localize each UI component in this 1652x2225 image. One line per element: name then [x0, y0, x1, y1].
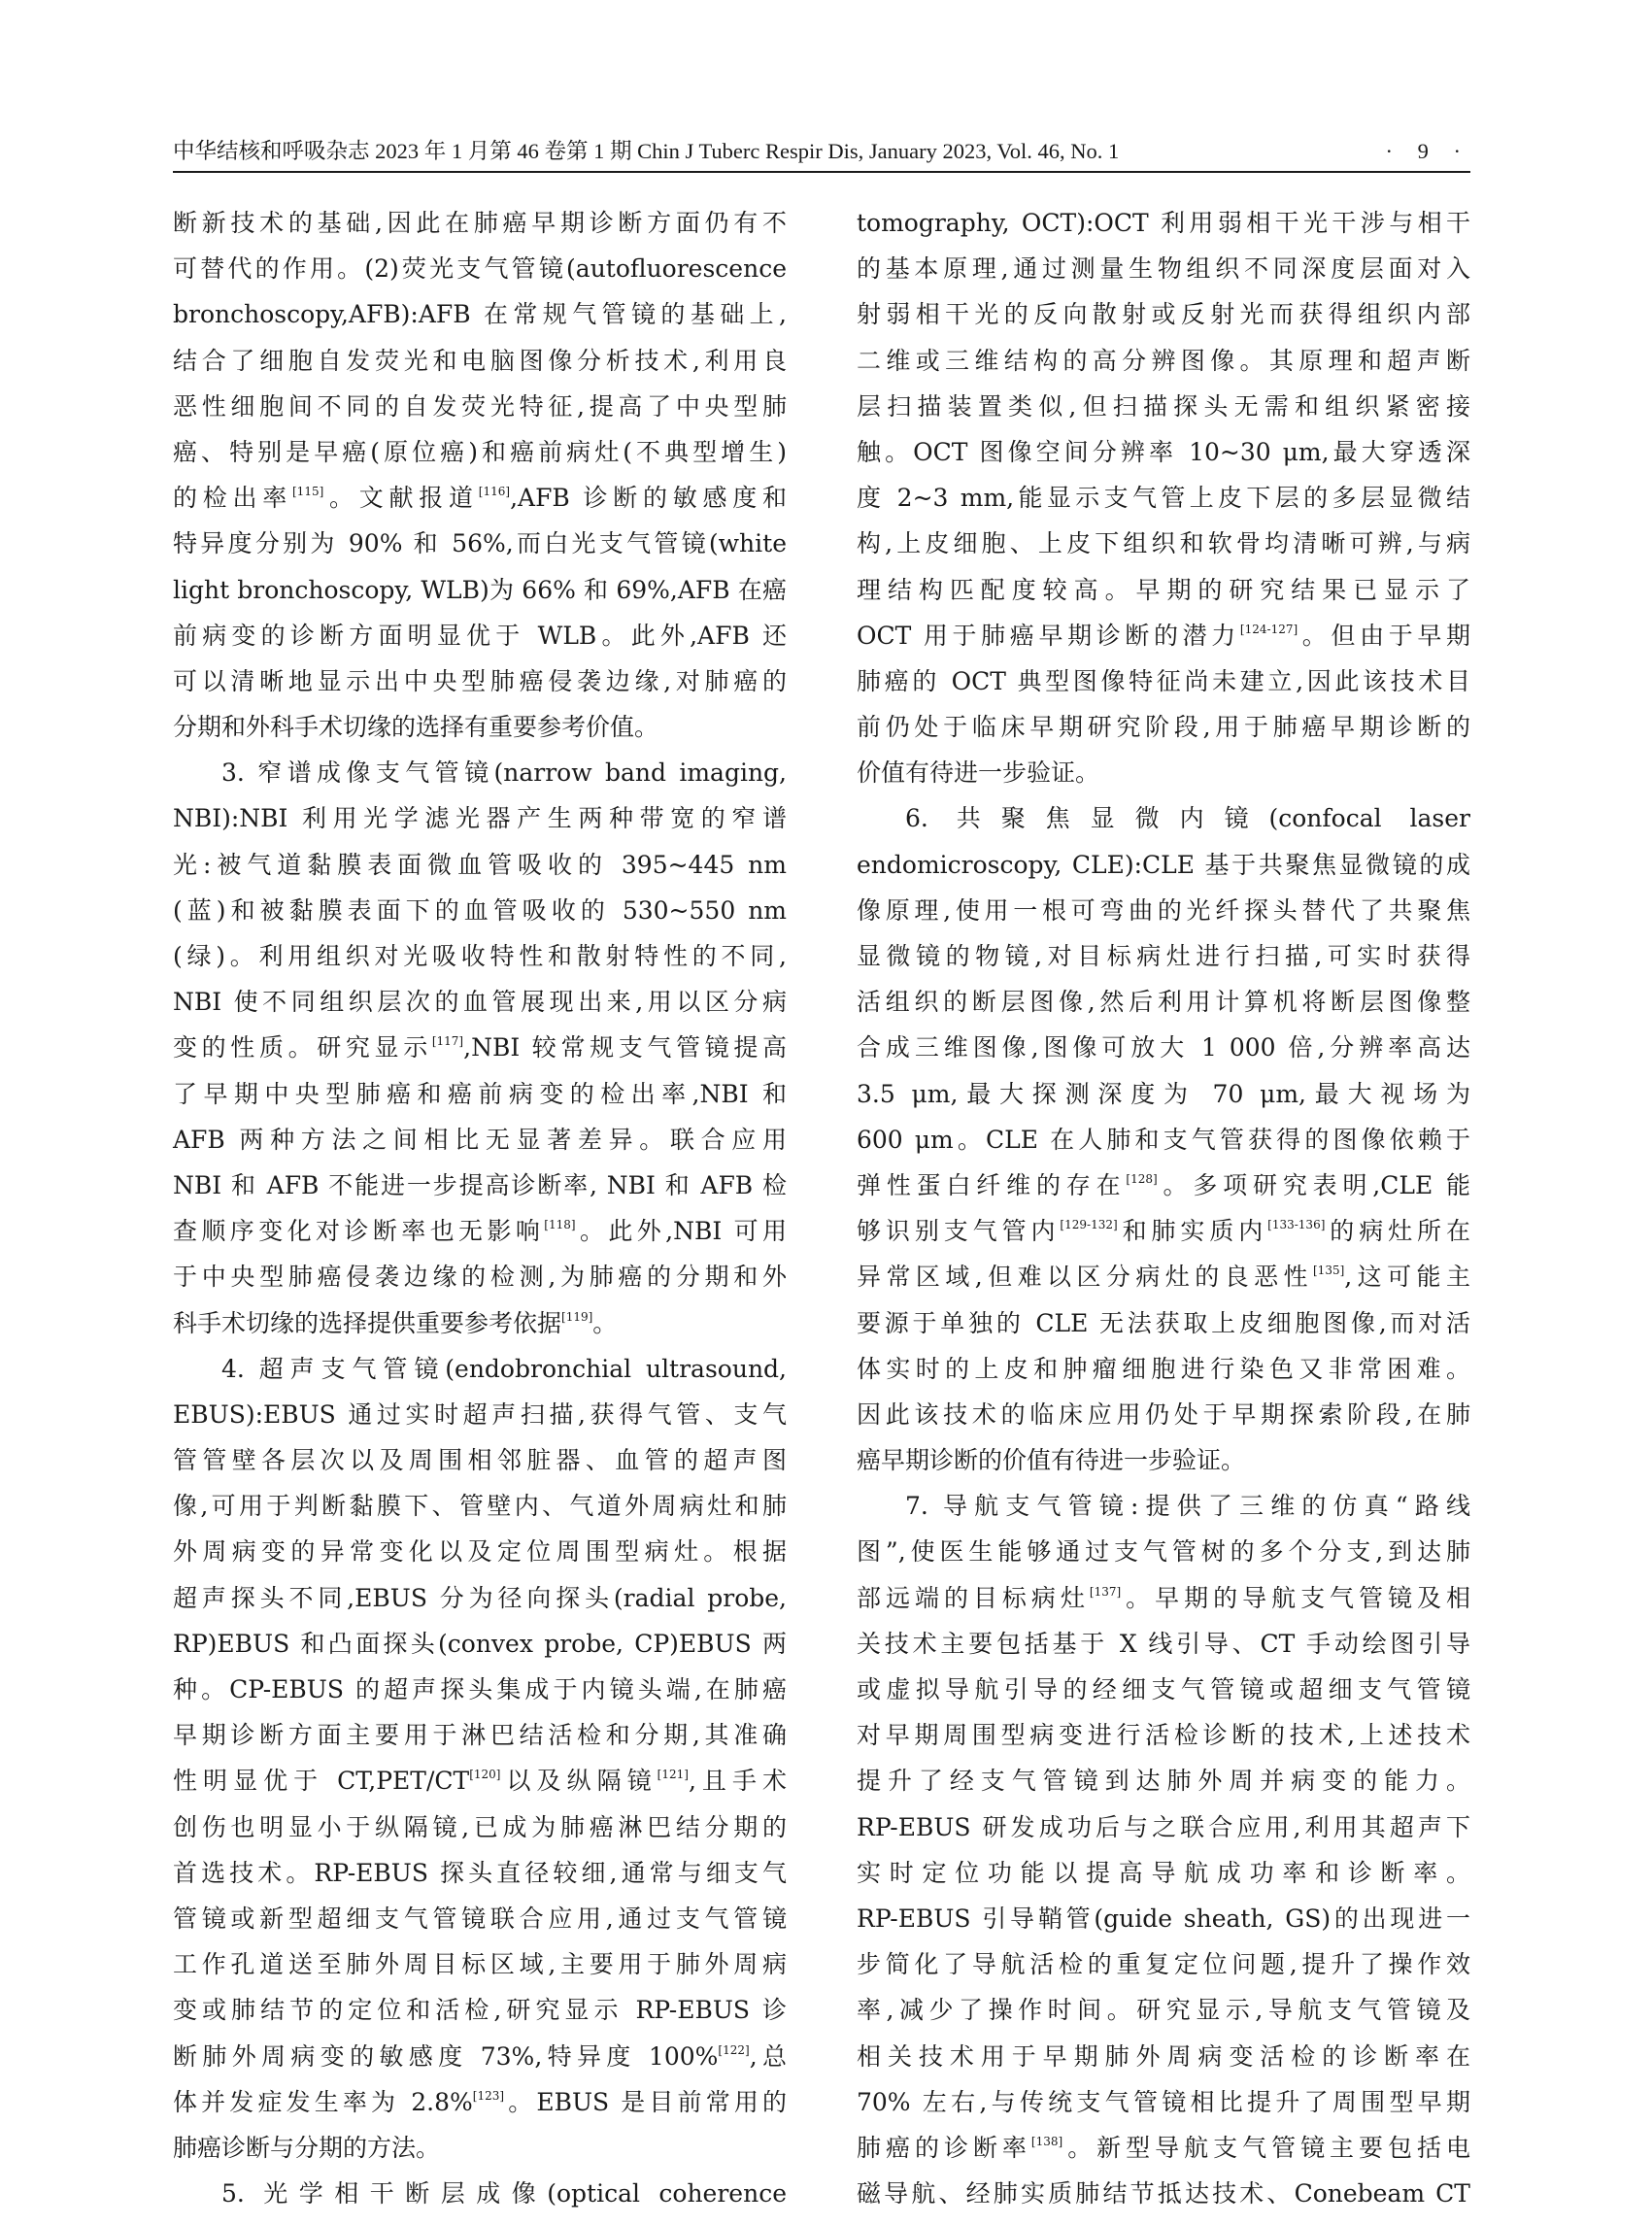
text-line: [173, 795, 787, 841]
text-line: [857, 1346, 1470, 1392]
citation-ref: [115]: [292, 485, 324, 499]
text-line: [173, 521, 787, 566]
text-run: 7. 导航支气管镜:提供了三维的仿真“路线: [905, 1492, 1470, 1521]
text-run: 体并发症发生率为 2.8%: [173, 2087, 473, 2116]
text-line: [857, 200, 1470, 246]
text-run: 前仍处于临床早期研究阶段,用于肺癌早期诊断的: [857, 713, 1470, 742]
text-line: [857, 888, 1470, 933]
text-run: 像,可用于判断黏膜下、管壁内、气道外周病灶和肺: [173, 1492, 787, 1521]
text-line: [173, 1208, 787, 1254]
text-line: [857, 613, 1470, 658]
text-line: [173, 475, 787, 521]
text-line: [857, 1941, 1470, 1987]
text-run: light bronchoscopy, WLB)为 66% 和 69%,AFB 在癌: [173, 575, 787, 604]
text-line: [173, 2034, 787, 2079]
text-run: 变或肺结节的定位和活检,研究显示 RP-EBUS 诊: [173, 1996, 787, 2025]
text-line: [857, 1163, 1470, 1208]
text-line: [857, 1071, 1470, 1117]
text-line: [173, 1392, 787, 1437]
text-run: 光:被气道黏膜表面微血管吸收的 395~445 nm: [173, 850, 787, 879]
text-run: 肺癌的 OCT 典型图像特征尚未建立,因此该技术目: [857, 666, 1470, 695]
text-run: 对早期周围型病变进行活检诊断的技术,上述技术: [857, 1721, 1470, 1750]
text-line: [173, 1987, 787, 2033]
text-run: ,AFB 诊断的敏感度和: [510, 484, 787, 513]
text-run: 种。CP-EBUS 的超声探头集成于内镜头端,在肺癌: [173, 1675, 787, 1703]
text-line: [857, 1987, 1470, 2033]
text-run: 可替代的作用。(2)荧光支气管镜(autofluorescence: [173, 254, 787, 284]
text-line: [173, 338, 787, 384]
text-line: [857, 750, 1470, 795]
text-line: [857, 246, 1470, 291]
text-line: [857, 795, 1470, 841]
text-line: [173, 842, 787, 888]
text-line: [857, 1254, 1470, 1299]
page-number: · 9 ·: [1385, 139, 1470, 163]
text-line: [173, 933, 787, 979]
text-line: [857, 2034, 1470, 2079]
citation-ref: [128]: [1126, 1171, 1158, 1186]
citation-ref: [122]: [718, 2042, 750, 2057]
citation-ref: [135]: [1313, 1264, 1345, 1278]
text-line: [173, 1712, 787, 1758]
text-run: 因此该技术的临床应用仍处于早期探索阶段,在肺: [857, 1399, 1470, 1429]
citation-ref: [133-136]: [1267, 1218, 1326, 1232]
text-run: 外周病变的异常变化以及定位周围型病灶。根据: [173, 1537, 787, 1567]
text-run: 提升了经支气管镜到达肺外周并病变的能力。: [857, 1767, 1470, 1796]
text-run: 创伤也明显小于纵隔镜,已成为肺癌淋巴结分期的: [173, 1812, 787, 1841]
text-run: tomography, OCT):OCT 利用弱相干光干涉与相干: [857, 209, 1470, 237]
text-line: [173, 888, 787, 933]
text-line: [173, 1300, 787, 1346]
text-line: [173, 1025, 787, 1070]
text-run: 变的性质。研究显示: [173, 1033, 432, 1062]
text-run: 磁导航、经肺实质肺结节抵达技术、Conebeam CT: [857, 2179, 1470, 2208]
text-line: [173, 1667, 787, 1712]
text-run: (蓝)和被黏膜表面下的血管吸收的 530~550 nm: [173, 895, 787, 925]
text-run: bronchoscopy,AFB):AFB 在常规气管镜的基础上,: [173, 300, 787, 329]
text-line: [173, 1529, 787, 1574]
text-run: 首选技术。RP-EBUS 探头直径较细,通常与细支气: [173, 1858, 787, 1887]
text-run: 实时定位功能以提高导航成功率和诊断率。: [857, 1858, 1470, 1887]
text-line: [857, 521, 1470, 566]
text-line: [857, 429, 1470, 475]
text-line: [173, 1804, 787, 1850]
text-line: [857, 1712, 1470, 1758]
text-line: [857, 1117, 1470, 1163]
text-run: NBI):NBI 利用光学滤光器产生两种带宽的窄谱: [173, 804, 787, 833]
text-run: 超声探头不同,EBUS 分为径向探头(radial probe,: [173, 1583, 787, 1612]
text-run: 要源于单独的 CLE 无法获取上皮细胞图像,而对活: [857, 1308, 1470, 1337]
text-run: 构,上皮细胞、上皮下组织和软骨均清晰可辨,与病: [857, 529, 1470, 558]
text-line: [857, 2079, 1470, 2125]
text-run: 于中央型肺癌侵袭边缘的检测,为肺癌的分期和外: [173, 1263, 787, 1292]
text-run: 科手术切缘的选择提供重要参考依据: [173, 1308, 562, 1337]
text-run: 了早期中央型肺癌和癌前病变的检出率,NBI 和: [173, 1079, 787, 1108]
text-run: 像原理,使用一根可弯曲的光纤探头替代了共聚焦: [857, 895, 1470, 925]
text-line: [857, 338, 1470, 384]
text-run: RP-EBUS 引导鞘管(guide sheath, GS)的出现进一: [857, 1904, 1470, 1933]
text-line: [857, 1392, 1470, 1437]
text-run: 异常区域,但难以区分病灶的良恶性: [857, 1263, 1313, 1292]
text-run: 体实时的上皮和肿瘤细胞进行染色又非常困难。: [857, 1354, 1470, 1383]
text-line: [173, 200, 787, 246]
text-run: 部远端的目标病灶: [857, 1583, 1090, 1612]
text-line: [857, 1529, 1470, 1574]
text-run: 前病变的诊断方面明显优于 WLB。此外,AFB 还: [173, 621, 787, 650]
text-run: 二维或三维结构的高分辨图像。其原理和超声断: [857, 346, 1470, 375]
text-run: 3. 窄谱成像支气管镜(narrow band imaging,: [221, 759, 787, 788]
text-run: 价值有待进一步验证。: [857, 759, 1100, 788]
text-line: [857, 979, 1470, 1025]
text-line: [857, 475, 1470, 521]
citation-ref: [124-127]: [1239, 622, 1298, 636]
text-line: [173, 2125, 787, 2171]
text-run: 。早期的导航支气管镜及相: [1121, 1583, 1470, 1612]
text-run: AFB 两种方法之间相比无显著差异。联合应用: [173, 1125, 787, 1154]
text-line: [173, 384, 787, 429]
text-line: [173, 1254, 787, 1299]
text-line: [173, 1483, 787, 1529]
citation-ref: [123]: [472, 2088, 505, 2103]
text-line: [857, 2171, 1470, 2216]
left-column: [173, 200, 787, 2216]
text-line: [857, 1300, 1470, 1346]
text-run: 分期和外科手术切缘的选择有重要参考价值。: [173, 713, 659, 742]
text-run: 结合了细胞自发荧光和电脑图像分析技术,利用良: [173, 346, 787, 375]
text-run: 度 2~3 mm,能显示支气管上皮下层的多层显微结: [857, 484, 1470, 513]
text-run: ,NBI 较常规支气管镜提高: [463, 1033, 787, 1062]
text-run: 。新型导航支气管镜主要包括电: [1062, 2133, 1470, 2162]
text-line: [173, 1621, 787, 1667]
text-line: [857, 704, 1470, 750]
text-line: [857, 1483, 1470, 1529]
text-run: 。但由于早期: [1298, 621, 1470, 650]
text-line: [857, 842, 1470, 888]
text-run: 图”,使医生能够通过支气管树的多个分支,到达肺: [857, 1537, 1470, 1567]
citation-ref: [116]: [478, 485, 511, 499]
text-line: [173, 1575, 787, 1621]
text-line: [173, 429, 787, 475]
text-line: [173, 291, 787, 337]
text-line: [857, 291, 1470, 337]
citation-ref: [120]: [469, 1768, 501, 1782]
text-run: 相关技术用于早期肺外周病变活检的诊断率在: [857, 2041, 1470, 2071]
text-run: 以及纵隔镜: [500, 1767, 657, 1796]
text-line: [857, 1025, 1470, 1070]
text-line: [173, 1941, 787, 1987]
header-rule: [173, 171, 1470, 173]
citation-ref: [137]: [1089, 1584, 1122, 1599]
text-run: OCT 用于肺癌早期诊断的潜力: [857, 621, 1240, 650]
text-run: 弹性蛋白纤维的存在: [857, 1170, 1127, 1199]
text-run: 特异度分别为 90% 和 56%,而白光支气管镜(white: [173, 529, 787, 558]
text-run: RP-EBUS 研发成功后与之联合应用,利用其超声下: [857, 1812, 1470, 1841]
text-line: [173, 1163, 787, 1208]
text-run: 工作孔道送至肺外周目标区域,主要用于肺外周病: [173, 1950, 787, 1979]
text-run: 肺癌诊断与分期的方法。: [173, 2133, 441, 2162]
text-line: [857, 1896, 1470, 1941]
text-run: (绿)。利用组织对光吸收特性和散射特性的不同,: [173, 942, 787, 970]
citation-ref: [119]: [561, 1309, 593, 1324]
text-run: 查顺序变化对诊断率也无影响: [173, 1217, 545, 1246]
text-line: [173, 1896, 787, 1941]
text-run: 6. 共聚焦显微内镜(confocal laser: [905, 804, 1470, 833]
citation-ref: [117]: [431, 1034, 464, 1049]
text-run: 。多项研究表明,CLE 能: [1157, 1170, 1470, 1199]
text-run: 管镜或新型超细支气管镜联合应用,通过支气管镜: [173, 1904, 787, 1933]
text-run: 3.5 μm,最大探测深度为 70 μm,最大视场为: [857, 1079, 1470, 1108]
text-line: [857, 658, 1470, 704]
text-run: 步简化了导航活检的重复定位问题,提升了操作效: [857, 1950, 1470, 1979]
text-run: ,且手术: [688, 1767, 787, 1796]
text-run: 4. 超声支气管镜(endobronchial ultrasound,: [221, 1354, 787, 1383]
citation-ref: [121]: [657, 1768, 689, 1782]
text-run: 。文献报道: [323, 484, 479, 513]
text-line: [173, 704, 787, 750]
text-line: [173, 567, 787, 613]
citation-ref: [138]: [1030, 2134, 1063, 2148]
text-run: 够识别支气管内: [857, 1217, 1061, 1246]
text-run: 断新技术的基础,因此在肺癌早期诊断方面仍有不: [173, 209, 787, 237]
text-run: 。此外,NBI 可用: [575, 1217, 787, 1246]
text-line: [857, 1437, 1470, 1483]
text-line: [173, 1437, 787, 1483]
journal-citation: 中华结核和呼吸杂志 2023 年 1 月第 46 卷第 1 期 Chin J Tuberc Respir Dis, January 2023, Vol. 46, No. 1: [173, 139, 1120, 163]
text-run: 的病灶所在: [1325, 1217, 1470, 1246]
text-line: [857, 384, 1470, 429]
text-line: [173, 979, 787, 1025]
text-line: [173, 2171, 787, 2216]
text-line: [857, 933, 1470, 979]
text-run: 率,减少了操作时间。研究显示,导航支气管镜及: [857, 1996, 1470, 2025]
text-run: ,这可能主: [1344, 1263, 1470, 1292]
text-line: [173, 246, 787, 291]
text-line: [173, 2079, 787, 2125]
text-run: 可以清晰地显示出中央型肺癌侵袭边缘,对肺癌的: [173, 666, 787, 695]
text-run: 性明显优于 CT,PET/CT: [173, 1767, 470, 1796]
text-line: [173, 1758, 787, 1804]
text-line: [173, 613, 787, 658]
text-run: 癌早期诊断的价值有待进一步验证。: [857, 1446, 1246, 1475]
right-column: [857, 200, 1470, 2216]
text-run: 和肺实质内: [1117, 1217, 1268, 1246]
text-run: RP)EBUS 和凸面探头(convex probe, CP)EBUS 两: [173, 1629, 787, 1658]
text-run: 的检出率: [173, 484, 292, 513]
text-run: 或虚拟导航引导的经细支气管镜或超细支气管镜: [857, 1675, 1470, 1703]
text-line: [173, 1850, 787, 1896]
text-line: [173, 1346, 787, 1392]
text-run: 癌、特别是早癌(原位癌)和癌前病灶(不典型增生): [173, 437, 787, 466]
text-line: [857, 1804, 1470, 1850]
text-line: [173, 1117, 787, 1163]
text-run: 的基本原理,通过测量生物组织不同深度层面对入: [857, 254, 1470, 284]
text-line: [857, 1575, 1470, 1621]
text-line: [857, 1850, 1470, 1896]
text-line: [857, 567, 1470, 613]
text-line: [857, 1621, 1470, 1667]
text-run: 关技术主要包括基于 X 线引导、CT 手动绘图引导: [857, 1629, 1470, 1658]
text-run: endomicroscopy, CLE):CLE 基于共聚焦显微镜的成: [857, 850, 1470, 879]
text-run: 射弱相干光的反向散射或反射光而获得组织内部: [857, 300, 1470, 329]
text-run: ,总: [749, 2041, 787, 2071]
text-run: 。: [592, 1308, 618, 1337]
text-line: [857, 1758, 1470, 1804]
citation-ref: [129-132]: [1060, 1218, 1118, 1232]
text-run: 5. 光学相干断层成像(optical coherence: [221, 2179, 787, 2208]
text-run: EBUS):EBUS 通过实时超声扫描,获得气管、支气: [173, 1399, 787, 1429]
text-run: 肺癌的诊断率: [857, 2133, 1031, 2162]
text-line: [857, 1667, 1470, 1712]
text-run: 触。OCT 图像空间分辨率 10~30 μm,最大穿透深: [857, 437, 1470, 466]
text-run: 600 μm。CLE 在人肺和支气管获得的图像依赖于: [857, 1125, 1470, 1154]
text-run: NBI 和 AFB 不能进一步提高诊断率, NBI 和 AFB 检: [173, 1170, 787, 1199]
text-line: [173, 1071, 787, 1117]
text-run: 活组织的断层图像,然后利用计算机将断层图像整: [857, 988, 1470, 1017]
text-run: NBI 使不同组织层次的血管展现出来,用以区分病: [173, 988, 787, 1017]
text-run: 理结构匹配度较高。早期的研究结果已显示了: [857, 575, 1470, 604]
citation-ref: [118]: [544, 1218, 576, 1232]
text-run: 恶性细胞间不同的自发荧光特征,提高了中央型肺: [173, 391, 787, 421]
text-run: 断肺外周病变的敏感度 73%,特异度 100%: [173, 2041, 719, 2071]
text-line: [173, 750, 787, 795]
text-run: 70% 左右,与传统支气管镜相比提升了周围型早期: [857, 2087, 1470, 2116]
text-run: 合成三维图像,图像可放大 1 000 倍,分辨率高达: [857, 1033, 1470, 1062]
text-run: 管管壁各层次以及周围相邻脏器、血管的超声图: [173, 1446, 787, 1475]
text-line: [857, 1208, 1470, 1254]
text-run: 。EBUS 是目前常用的: [504, 2087, 787, 2116]
text-line: [857, 2125, 1470, 2171]
text-line: [173, 658, 787, 704]
text-run: 早期诊断方面主要用于淋巴结活检和分期,其准确: [173, 1721, 787, 1750]
text-run: 显微镜的物镜,对目标病灶进行扫描,可实时获得: [857, 942, 1470, 970]
text-run: 层扫描装置类似,但扫描探头无需和组织紧密接: [857, 391, 1470, 421]
running-header: [173, 134, 1470, 169]
